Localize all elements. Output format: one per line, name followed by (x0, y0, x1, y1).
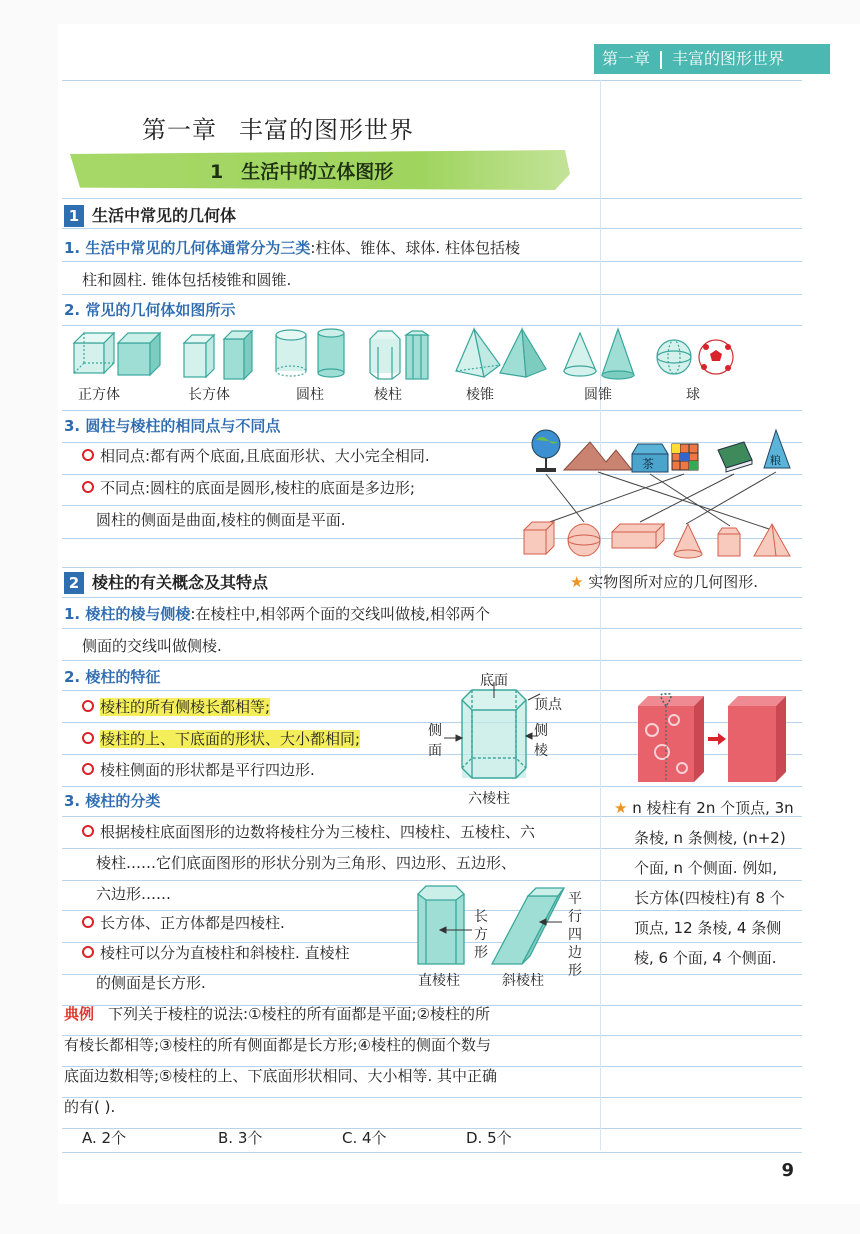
chapter-number: 第一章 (142, 116, 217, 144)
cuboid-wire-icon (184, 335, 214, 377)
right-prism-label: 直棱柱 (418, 973, 460, 989)
part2-item1-line1: :在棱柱中,相邻两个面的交线叫做棱,相邻两个 (190, 605, 490, 623)
root-label: 粮 (770, 454, 781, 467)
part2-item1-line2: 侧面的交线叫做侧棱. (82, 637, 222, 655)
matching-lines (544, 472, 776, 530)
part2-number: 2 (64, 572, 84, 594)
diff-point-line2: 圆柱的侧面是曲面,棱柱的侧面是平面. (96, 511, 346, 529)
class-point-2 (82, 913, 285, 933)
class-point-3 (82, 943, 350, 963)
label-sphere: 球 (686, 387, 700, 403)
cone-wire-icon (564, 333, 596, 376)
prism-types-diagram (410, 882, 570, 968)
side-note-line6: 棱, 6 个面, 4 个侧面. (634, 949, 777, 967)
hex-label-side-edge-2: 棱 (534, 743, 548, 759)
oblique-prism-label: 斜棱柱 (502, 973, 544, 989)
feature-3 (82, 760, 315, 780)
class-line2: 棱柱……它们底面图形的形状分别为三角形、四边形、五边形、 (96, 854, 517, 872)
chapter-title (142, 110, 414, 145)
feature-2-text: 棱柱的上、下底面的形状、大小都相同; (100, 730, 361, 748)
section-name: 生活中的立体图形 (241, 161, 394, 183)
hex-label-side-edge-1: 侧 (534, 723, 548, 739)
match-caption-text: 实物图所对应的几何图形. (588, 573, 759, 591)
prism-solid-icon (406, 331, 428, 379)
para-label-1: 平 (568, 891, 582, 907)
feature-1 (82, 697, 270, 717)
match-caption (570, 572, 758, 592)
rect-label-1: 长 (474, 909, 488, 925)
same-point-text: 相同点:都有两个底面,且底面形状、大小完全相同. (100, 447, 430, 465)
diff-point-text: 不同点:圆柱的底面是圆形,棱柱的底面是多边形; (100, 479, 415, 497)
part1-item2-label: 2. 常见的几何体如图所示 (64, 301, 236, 319)
star-icon: ★ (570, 573, 584, 591)
chapter-name: 丰富的图形世界 (239, 116, 414, 144)
book-icon (718, 442, 752, 472)
class-line6: 的侧面是长方形. (96, 974, 206, 992)
soccer-ball-icon (699, 340, 733, 374)
chapter-tab (594, 44, 830, 74)
part2-heading-text: 棱柱的有关概念及其特点 (92, 573, 269, 592)
cone-outline-icon (674, 524, 702, 558)
label-cuboid: 长方体 (188, 387, 230, 403)
hex-prism-diagram (440, 688, 540, 788)
feature-1-text: 棱柱的所有侧棱长都相等; (100, 698, 271, 716)
hex-label-caption: 六棱柱 (468, 791, 510, 807)
example-line4: 的有( ). (64, 1098, 116, 1116)
cube-outline-icon (524, 522, 554, 554)
tab-title: 丰富的图形世界 (672, 49, 785, 68)
example-line3: 底面边数相等;⑤棱柱的上、下底面形状相同、大小相等. 其中正确 (64, 1067, 498, 1085)
para-label-2: 行 (568, 909, 582, 925)
cone-hat-icon (764, 430, 790, 468)
label-cone: 圆锥 (584, 387, 612, 403)
option-d[interactable]: D. 5个 (466, 1129, 512, 1147)
gift-box-icon (638, 694, 704, 782)
cylinder-wire-icon (276, 330, 306, 376)
side-note-line3: 个面, n 个侧面. 例如, (634, 859, 778, 877)
section-number: 1 (210, 161, 224, 183)
part2-item2-label: 2. 棱柱的特征 (64, 668, 161, 686)
right-prism-icon (418, 886, 464, 964)
part2-heading (64, 570, 268, 594)
rubik-cube-icon (672, 444, 698, 470)
example-line1 (64, 1004, 490, 1024)
tab-chapter: 第一章 (602, 49, 651, 68)
oblique-prism-icon (492, 888, 564, 964)
class-line3: 六边形…… (96, 885, 172, 903)
para-label-3: 四 (568, 927, 582, 943)
side-note-1 (614, 798, 794, 818)
cuboid-outline-icon (612, 524, 664, 548)
arrow-right-icon (708, 733, 726, 745)
pyramid-solid-icon (500, 329, 546, 377)
rect-label-3: 形 (474, 945, 488, 961)
part1-item1-label: 1. 生活中常见的几何体通常分为三类 (64, 239, 311, 257)
cube-solid-icon (118, 333, 160, 375)
matching-figure (520, 420, 800, 565)
cube-wire-icon (74, 333, 114, 373)
class-line4: 长方体、正方体都是四棱柱. (100, 914, 285, 932)
part1-item3-label: 3. 圆柱与棱柱的相同点与不同点 (64, 417, 281, 435)
para-label-4: 边 (568, 945, 582, 961)
pyramid-wire-icon (456, 329, 500, 377)
hex-prism-outline-icon (718, 528, 740, 556)
mountain-icon (564, 442, 632, 470)
red-cuboid-icon (728, 696, 786, 782)
part1-heading-text: 生活中常见的几何体 (92, 206, 237, 225)
sphere-outline-icon (568, 524, 600, 556)
hex-label-vertex: 顶点 (534, 697, 562, 713)
class-line1: 根据棱柱底面图形的边数将棱柱分为三棱柱、四棱柱、五棱柱、六 (100, 823, 536, 841)
globe-icon (532, 430, 560, 472)
page-number: 9 (781, 1160, 794, 1181)
part2-item1-label: 1. 棱柱的棱与侧棱 (64, 605, 191, 623)
tea-label: 茶 (642, 457, 655, 471)
label-pyramid: 棱锥 (466, 387, 494, 403)
rect-label-2: 方 (474, 927, 488, 943)
side-note-line5: 顶点, 12 条棱, 4 条侧 (634, 919, 782, 937)
part2-item1 (64, 604, 490, 624)
hex-label-side-face-2: 面 (428, 743, 442, 759)
prism-wire-icon (370, 331, 400, 379)
option-a[interactable]: A. 2个 (82, 1129, 127, 1147)
part2-item3-label: 3. 棱柱的分类 (64, 792, 161, 810)
section-title (210, 157, 393, 184)
label-prism: 棱柱 (374, 387, 402, 403)
example-keyword: 典例 (64, 1005, 95, 1023)
sphere-icon (657, 340, 691, 374)
label-cylinder: 圆柱 (296, 387, 324, 403)
star-icon-2: ★ (614, 799, 628, 817)
pyramid-outline-icon (754, 524, 790, 556)
option-b[interactable]: B. 3个 (218, 1129, 263, 1147)
part1-item1 (64, 238, 520, 258)
same-point (82, 446, 430, 466)
part1-number: 1 (64, 205, 84, 227)
part1-heading (64, 203, 236, 227)
diff-point (82, 478, 415, 498)
label-cube: 正方体 (78, 387, 120, 403)
feature-3-text: 棱柱侧面的形状都是平行四边形. (100, 761, 315, 779)
cone-solid-icon (602, 329, 634, 379)
part1-item1-line2: 柱和圆柱. 锥体包括棱锥和圆锥. (82, 271, 292, 289)
para-label-5: 形 (568, 963, 582, 979)
class-line5: 棱柱可以分为直棱柱和斜棱柱. 直棱柱 (100, 944, 350, 962)
part1-item1-line1: :柱体、锥体、球体. 柱体包括棱 (310, 239, 520, 257)
tea-box-icon (632, 444, 668, 472)
cylinder-solid-icon (318, 329, 344, 377)
example-line2: 有棱长都相等;③棱柱的所有侧面都是长方形;④棱柱的侧面个数与 (64, 1036, 492, 1054)
gift-box-figure (636, 690, 796, 786)
example-line1-text: 下列关于棱柱的说法:①棱柱的所有面都是平面;②棱柱的所 (108, 1005, 491, 1023)
feature-2 (82, 729, 360, 749)
side-note-line4: 长方体(四棱柱)有 8 个 (634, 889, 785, 907)
side-note-line2: 条棱, n 条侧棱, (n+2) (634, 829, 786, 847)
hex-label-top: 底面 (480, 673, 508, 689)
common-solids-illustration (70, 325, 740, 385)
cuboid-solid-icon (224, 331, 252, 379)
hex-label-side-face-1: 侧 (428, 723, 442, 739)
class-point-1 (82, 822, 535, 842)
side-note-line1: n 棱柱有 2n 个顶点, 3n (632, 799, 794, 817)
option-c[interactable]: C. 4个 (342, 1129, 387, 1147)
